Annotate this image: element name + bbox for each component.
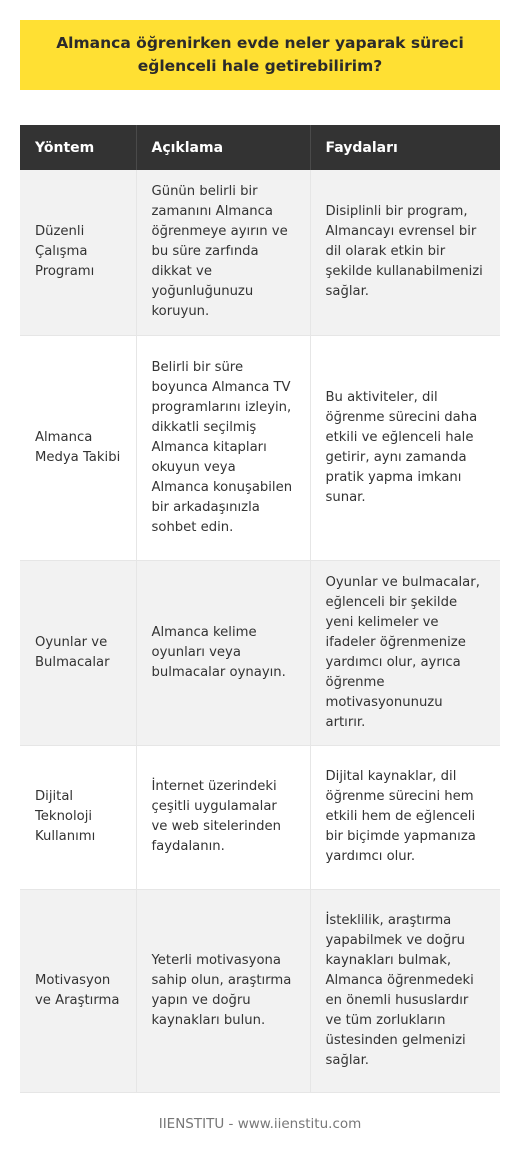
method-cell: Dijital Teknoloji Kullanımı xyxy=(20,745,136,889)
header-description: Açıklama xyxy=(136,125,310,170)
footer-credit: IIENSTITU - www.iienstitu.com xyxy=(158,1116,362,1132)
description-cell: Belirli bir süre boyunca Almanca TV programlarını izleyin, dikkatli seçilmiş Almanca kitapları okuyun veya Almanca konuşabilen bir arkadaşınızla sohbet edin. xyxy=(136,335,310,560)
table-row xyxy=(20,560,500,745)
header-method: Yöntem xyxy=(20,125,136,170)
page-title: Almanca öğrenirken evde neler yaparak süreci eğlenceli hale getirebilirim? xyxy=(56,34,464,75)
description-cell: Yeterli motivasyona sahip olun, araştırma yapın ve doğru kaynakları bulun. xyxy=(136,889,310,1092)
benefits-cell: Dijital kaynaklar, dil öğrenme sürecini hem etkili hem de eğlenceli bir biçimde yapmanıza yardımcı olur. xyxy=(310,745,500,889)
method-cell: Motivasyon ve Araştırma xyxy=(20,889,136,1092)
benefits-cell: Oyunlar ve bulmacalar, eğlenceli bir şekilde yeni kelimeler ve ifadeler öğrenmenize yardımcı olur, ayrıca öğrenme motivasyonunuzu artırır. xyxy=(310,560,500,745)
description-cell: Almanca kelime oyunları veya bulmacalar oynayın. xyxy=(136,560,310,745)
table-header xyxy=(20,125,500,170)
benefits-cell: İsteklilik, araştırma yapabilmek ve doğru kaynakları bulmak, Almanca öğrenmedeki en önemli hususlardır ve tüm zorlukların üstesinden gelmenizi sağlar. xyxy=(310,889,500,1092)
methods-table xyxy=(20,125,500,1093)
table-row xyxy=(20,170,500,335)
header-row xyxy=(20,125,500,170)
benefits-cell: Bu aktiviteler, dil öğrenme sürecini daha etkili ve eğlenceli hale getirir, aynı zamanda pratik yapma imkanı sunar. xyxy=(310,335,500,560)
method-cell: Oyunlar ve Bulmacalar xyxy=(20,560,136,745)
description-cell: Günün belirli bir zamanını Almanca öğrenmeye ayırın ve bu süre zarfında dikkat ve yoğunluğunuzu koruyun. xyxy=(136,170,310,335)
method-cell: Düzenli Çalışma Programı xyxy=(20,170,136,335)
table-body xyxy=(20,170,500,1092)
benefits-cell: Disiplinli bir program, Almancayı evrensel bir dil olarak etkin bir şekilde kullanabilmenizi sağlar. xyxy=(310,170,500,335)
method-cell: Almanca Medya Takibi xyxy=(20,335,136,560)
table-row xyxy=(20,335,500,560)
table-row xyxy=(20,889,500,1092)
table-row xyxy=(20,745,500,889)
description-cell: İnternet üzerindeki çeşitli uygulamalar ve web sitelerinden faydalanın. xyxy=(136,745,310,889)
header-benefits: Faydaları xyxy=(310,125,500,170)
title-banner xyxy=(20,20,500,90)
